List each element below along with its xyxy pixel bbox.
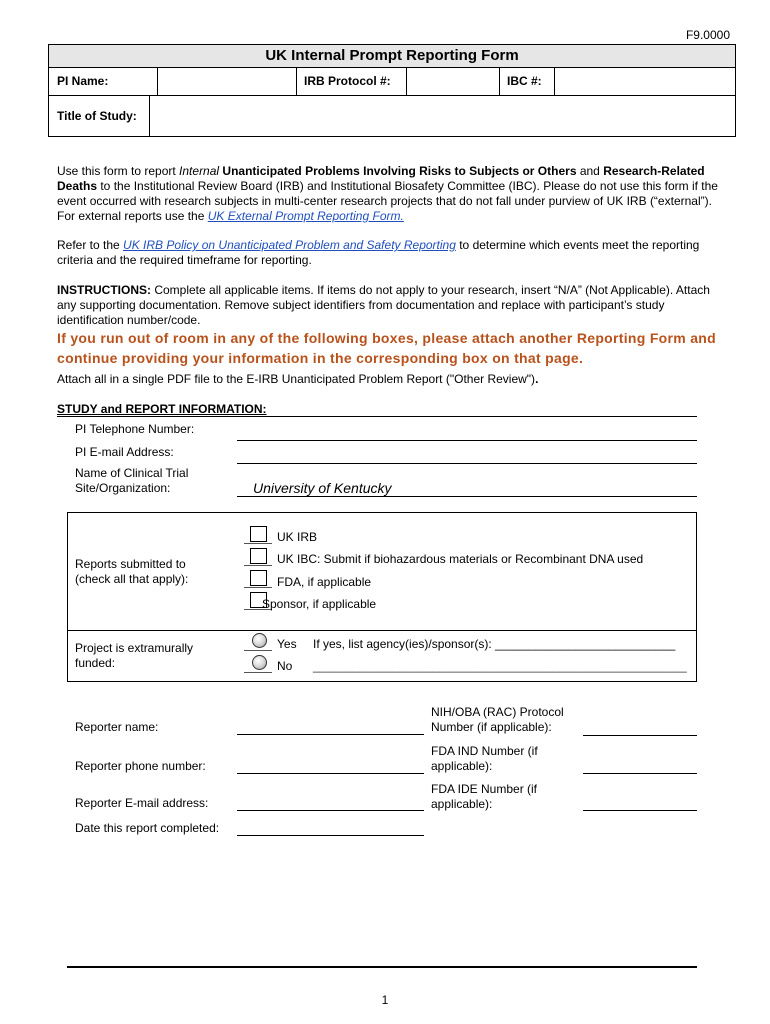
nih-protocol-field[interactable]	[583, 735, 697, 736]
reporter-phone-label: Reporter phone number:	[75, 759, 206, 773]
pi-email-field[interactable]	[237, 463, 697, 464]
page-number: 1	[381, 993, 389, 1007]
funded-yes-label: Yes	[277, 637, 297, 651]
nih-protocol-label: NIH/OBA (RAC) Protocol Number (if applicable):	[431, 705, 564, 734]
report-date-field[interactable]	[237, 835, 424, 836]
radio-funded-no[interactable]	[252, 655, 267, 670]
title-of-study-label: Title of Study:	[57, 109, 137, 123]
checkbox-fda[interactable]	[250, 570, 267, 586]
title-of-study-field[interactable]	[150, 95, 735, 136]
option-uk-ibc: UK IBC: Submit if biohazardous materials or Recombinant DNA used	[277, 552, 644, 566]
pi-name-field[interactable]	[158, 67, 296, 95]
section-heading: STUDY and REPORT INFORMATION:	[57, 402, 267, 416]
reports-box-divider	[67, 630, 697, 631]
ibc-label: IBC #:	[507, 74, 542, 88]
option-fda: FDA, if applicable	[277, 575, 372, 589]
form-title: UK Internal Prompt Reporting Form	[49, 45, 735, 68]
reporter-phone-field[interactable]	[237, 773, 424, 774]
attach-note: Attach all in a single PDF file to the E-IRB Unanticipated Problem Report ("Other Review").	[57, 372, 539, 386]
no-blank-line: ________________________________________________________	[313, 659, 687, 673]
intro-paragraph: Use this form to report Internal Unanticipated Problems Involving Risks to Subjects or Others and Research-Related Deaths to the Institutional Review Board (IRB) and Institutional Biosafety Committee (IBC). Please do not use this form if the event occurred with research subjects in multi-center research projects that do not fall under purview of UK IRB (“external”). For external reports use the UK External Prompt Reporting Form.	[57, 164, 718, 223]
site-label: Name of Clinical Trial Site/Organization:	[75, 466, 189, 495]
report-date-label: Date this report completed:	[75, 821, 220, 835]
section-rule	[57, 416, 697, 417]
fda-ind-label: FDA IND Number (if applicable):	[431, 744, 538, 773]
fda-ind-field[interactable]	[583, 773, 697, 774]
option-sponsor: Sponsor, if applicable	[262, 597, 377, 611]
funded-no-label: No	[277, 659, 293, 673]
fda-ide-label: FDA IDE Number (if applicable):	[431, 782, 538, 811]
header-row	[49, 67, 735, 96]
instructions-paragraph: INSTRUCTIONS: Complete all applicable items. If items do not apply to your research, insert “N/A” (Not Applicable). Attach any supporting documentation. Remove subject identifiers from documentation and replace with participant’s study identification number/code.	[57, 283, 710, 327]
header-table	[48, 44, 736, 137]
radio-funded-yes[interactable]	[252, 633, 267, 648]
ibc-field[interactable]	[555, 67, 735, 95]
site-field-line	[237, 496, 697, 497]
irb-protocol-label: IRB Protocol #:	[304, 74, 391, 88]
checkbox-uk-ibc[interactable]	[250, 548, 267, 564]
title-row	[49, 95, 735, 136]
warning-text: If you run out of room in any of the following boxes, please attach another Reporting Form and continue providing your information in the corresponding box on that page.	[57, 330, 717, 366]
fda-ide-field[interactable]	[583, 810, 697, 811]
funded-label: Project is extramurally funded:	[75, 641, 194, 670]
reporter-email-label: Reporter E-mail address:	[75, 796, 209, 810]
reporter-email-field[interactable]	[237, 810, 424, 811]
reporter-name-field[interactable]	[237, 734, 424, 735]
pi-phone-field[interactable]	[237, 440, 697, 441]
agency-field[interactable]: If yes, list agency(ies)/sponsor(s): ___________________________	[313, 637, 676, 651]
pi-email-label: PI E-mail Address:	[75, 445, 174, 459]
pi-phone-label: PI Telephone Number:	[75, 422, 195, 436]
policy-paragraph: Refer to the UK IRB Policy on Unanticipated Problem and Safety Reporting to determine which events meet the reporting criteria and the required timeframe for reporting.	[57, 238, 700, 267]
form-code: F9.0000	[685, 28, 730, 42]
reporter-name-label: Reporter name:	[75, 720, 159, 734]
checkbox-uk-irb[interactable]	[250, 526, 267, 542]
site-value[interactable]: University of Kentucky	[253, 480, 392, 496]
option-uk-irb: UK IRB	[277, 530, 318, 544]
external-form-link[interactable]: UK External Prompt Reporting Form.	[207, 209, 404, 223]
reports-submitted-label: Reports submitted to (check all that apply):	[75, 557, 189, 586]
pi-name-label: PI Name:	[57, 74, 109, 88]
policy-link[interactable]: UK IRB Policy on Unanticipated Problem and Safety Reporting	[123, 238, 456, 252]
footer-rule	[67, 966, 697, 968]
irb-protocol-field[interactable]	[407, 67, 499, 95]
